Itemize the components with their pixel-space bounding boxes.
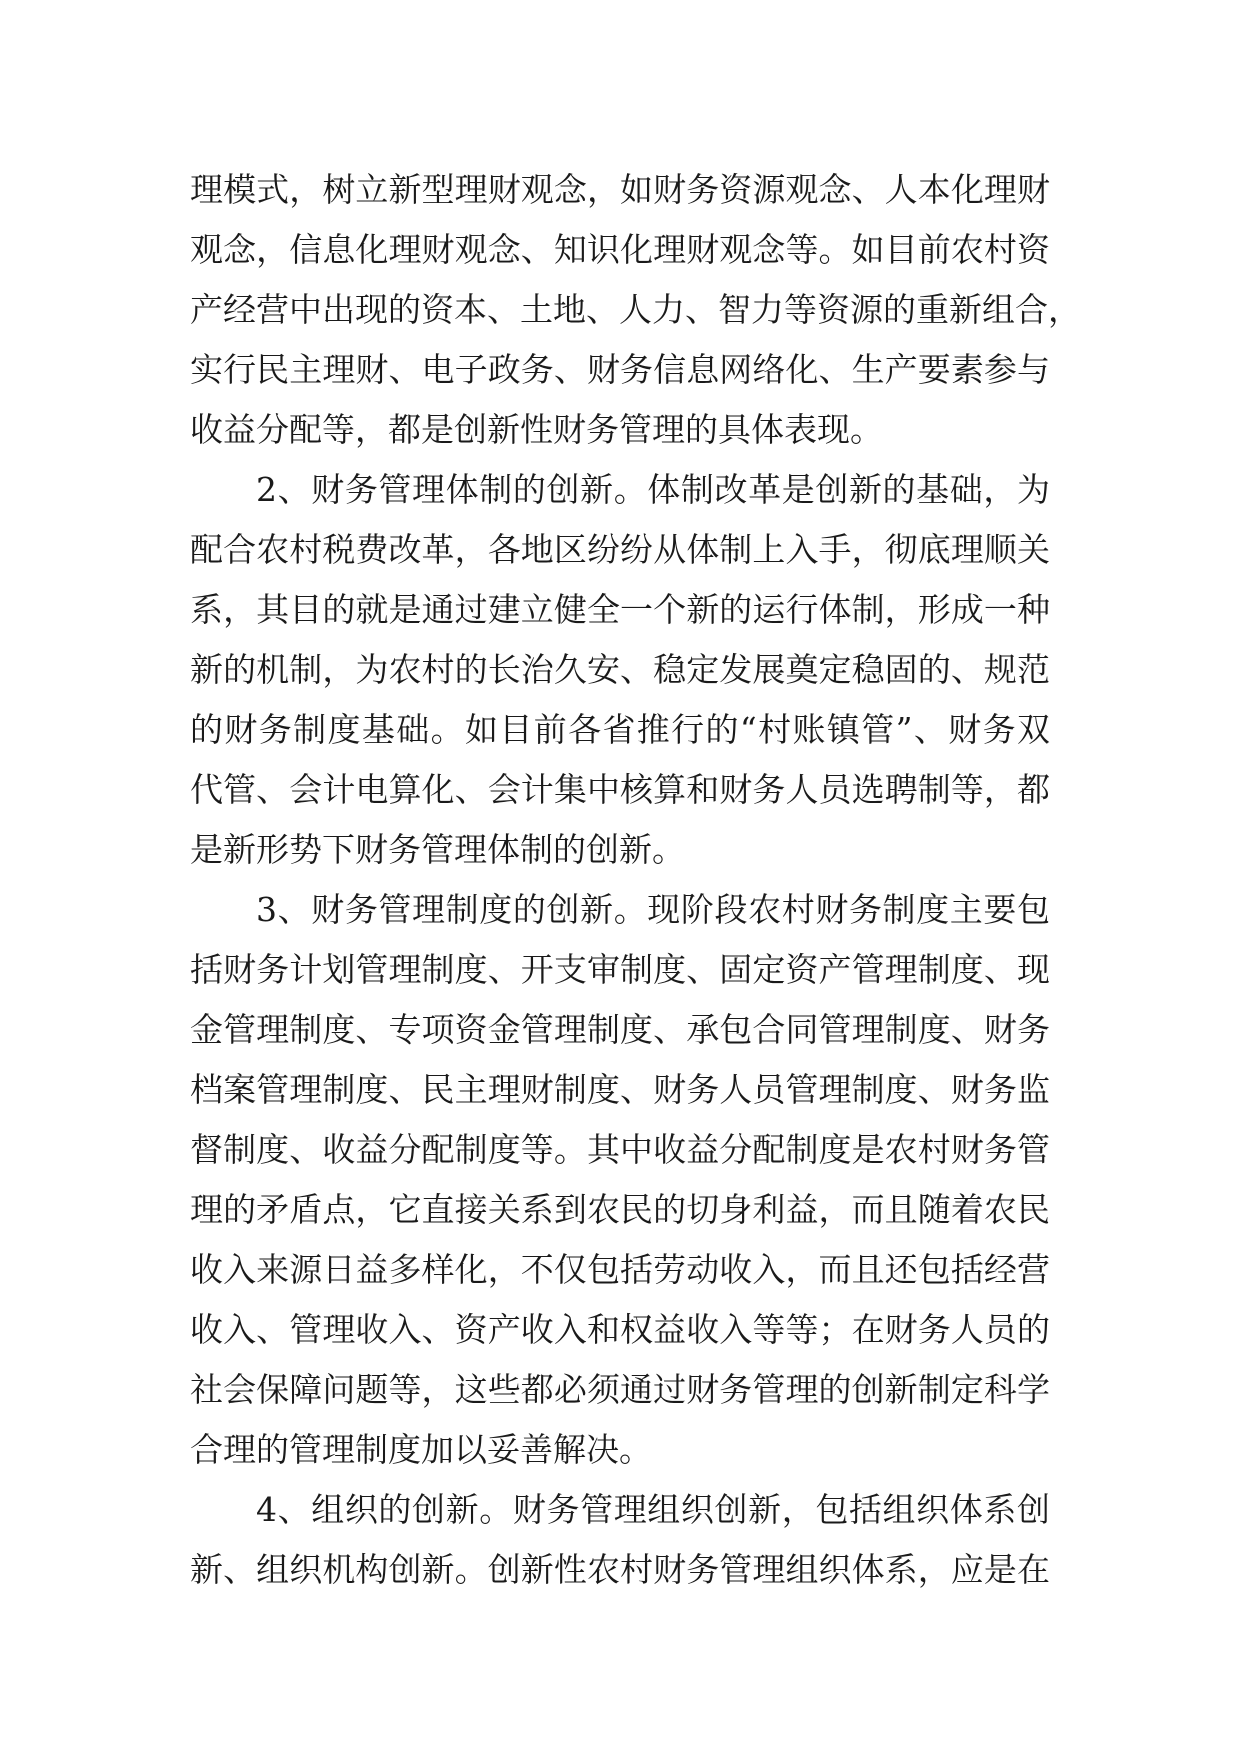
text-line: 新、组织机构创新。创新性农村财务管理组织体系，应是在 bbox=[190, 1550, 1050, 1589]
text-line: 是新形势下财务管理体制的创新。 bbox=[190, 830, 685, 869]
text-line: 合理的管理制度加以妥善解决。 bbox=[190, 1430, 652, 1469]
text-line: 3、财务管理制度的创新。现阶段农村财务制度主要包 bbox=[256, 890, 1050, 929]
text-line: 金管理制度、专项资金管理制度、承包合同管理制度、财务 bbox=[190, 1010, 1050, 1049]
text-line: 理模式，树立新型理财观念，如财务资源观念、人本化理财 bbox=[190, 170, 1050, 209]
body-text bbox=[190, 160, 1081, 1600]
text-line: 社会保障问题等，这些都必须通过财务管理的创新制定科学 bbox=[190, 1370, 1050, 1409]
text-line: 收益分配等，都是创新性财务管理的具体表现。 bbox=[190, 410, 883, 449]
text-line: 2、财务管理体制的创新。体制改革是创新的基础，为 bbox=[256, 470, 1050, 509]
text-line: 产经营中出现的资本、土地、人力、智力等资源的重新组合， bbox=[190, 290, 1081, 329]
text-line: 括财务计划管理制度、开支审制度、固定资产管理制度、现 bbox=[190, 950, 1050, 989]
text-line: 收入、管理收入、资产收入和权益收入等等；在财务人员的 bbox=[190, 1310, 1050, 1349]
text-line: 新的机制，为农村的长治久安、稳定发展奠定稳固的、规范 bbox=[190, 650, 1050, 689]
text-line: 观念，信息化理财观念、知识化理财观念等。如目前农村资 bbox=[190, 230, 1050, 269]
text-line: 理的矛盾点，它直接关系到农民的切身利益，而且随着农民 bbox=[190, 1190, 1050, 1229]
text-line: 4、组织的创新。财务管理组织创新，包括组织体系创 bbox=[256, 1490, 1050, 1529]
text-line: 收入来源日益多样化，不仅包括劳动收入，而且还包括经营 bbox=[190, 1250, 1050, 1289]
text-line: 督制度、收益分配制度等。其中收益分配制度是农村财务管 bbox=[190, 1130, 1050, 1169]
text-line: 系，其目的就是通过建立健全一个新的运行体制，形成一种 bbox=[190, 590, 1050, 629]
text-line: 配合农村税费改革，各地区纷纷从体制上入手，彻底理顺关 bbox=[190, 530, 1050, 569]
text-line: 实行民主理财、电子政务、财务信息网络化、生产要素参与 bbox=[190, 350, 1050, 389]
text-line: 档案管理制度、民主理财制度、财务人员管理制度、财务监 bbox=[190, 1070, 1050, 1109]
text-line: 的财务制度基础。如目前各省推行的“村账镇管”、财务双 bbox=[190, 710, 1050, 749]
text-line: 代管、会计电算化、会计集中核算和财务人员选聘制等，都 bbox=[190, 770, 1050, 809]
